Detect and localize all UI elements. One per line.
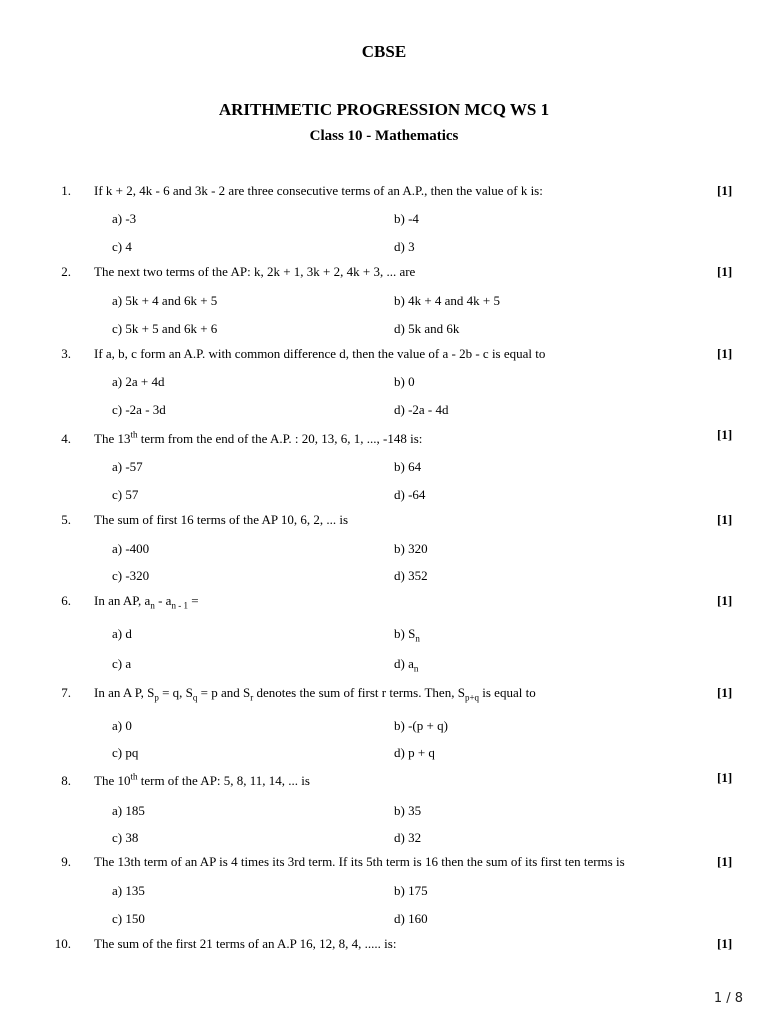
question-text: The 13th term of an AP is 4 times its 3rd term. If its 5th term is 16 then the sum of its first ten terms is (94, 854, 625, 869)
worksheet-title: ARITHMETIC PROGRESSION MCQ WS 1 (218, 100, 550, 119)
option-d: d) p + q (394, 745, 435, 760)
option-b: b) 35 (394, 803, 422, 818)
option-d: d) -64 (394, 487, 426, 502)
question-marks: [1] (717, 183, 733, 198)
option-b: b) 175 (394, 883, 428, 898)
option-d: d) 32 (394, 830, 422, 845)
question-marks: [1] (717, 264, 733, 279)
option-c: c) 5k + 5 and 6k + 6 (112, 321, 218, 336)
option-a: a) -3 (112, 211, 137, 226)
question-marks: [1] (717, 427, 733, 442)
option-c: c) a (112, 656, 132, 671)
question-number: 6. (61, 593, 71, 608)
question-text: If a, b, c form an A.P. with common difference d, then the value of a - 2b - c is equal to (94, 346, 546, 361)
question-number: 4. (61, 431, 71, 446)
question-marks: [1] (717, 593, 733, 608)
question-number: 5. (61, 512, 71, 527)
question-text: The 10th term of the AP: 5, 8, 11, 14, ... is (94, 771, 310, 788)
option-b: b) 320 (394, 541, 428, 556)
option-d: d) $a_n$ (394, 656, 419, 674)
option-c: c) 4 (112, 239, 132, 254)
question-number: 10. (54, 936, 71, 951)
option-c: c) -320 (112, 568, 150, 583)
option-c: c) pq (112, 745, 139, 760)
question-number: 9. (61, 854, 71, 869)
question-number: 3. (61, 346, 71, 361)
option-a: a) -400 (112, 541, 150, 556)
option-b: b) $S_n$ (394, 626, 420, 644)
question-text: In an AP, $a_n - a_{n - 1}$ = (94, 593, 199, 611)
question-number: 7. (61, 685, 71, 700)
option-a: a) 135 (112, 883, 145, 898)
option-b: b) -(p + q) (394, 718, 448, 733)
option-b: b) 4k + 4 and 4k + 5 (394, 293, 501, 308)
page-number: 1 / 8 (713, 991, 743, 1006)
question-text: The sum of first 16 terms of the AP 10, 6, 2, ... is (94, 512, 349, 527)
option-d: d) -2a - 4d (394, 402, 449, 417)
question-marks: [1] (717, 346, 733, 361)
option-a: a) d (112, 626, 132, 641)
question-marks: [1] (717, 512, 733, 527)
option-d: d) 3 (394, 239, 415, 254)
option-d: d) 352 (394, 568, 428, 583)
option-b: b) 0 (394, 374, 415, 389)
question-number: 2. (61, 264, 71, 279)
option-a: a) 5k + 4 and 6k + 5 (112, 293, 218, 308)
option-c: c) 38 (112, 830, 139, 845)
option-a: a) 0 (112, 718, 132, 733)
option-a: a) -57 (112, 459, 143, 474)
question-marks: [1] (717, 854, 733, 869)
question-text: If k + 2, 4k - 6 and 3k - 2 are three consecutive terms of an A.P., then the value of k is: (94, 183, 543, 198)
question-text: The next two terms of the AP: k, 2k + 1, 3k + 2, 4k + 3, ... are (94, 264, 416, 279)
question-number: 8. (61, 773, 71, 788)
option-d: d) 5k and 6k (394, 321, 460, 336)
option-b: b) -4 (394, 211, 419, 226)
option-a: a) 185 (112, 803, 145, 818)
option-a: a) 2a + 4d (112, 374, 165, 389)
question-marks: [1] (717, 685, 733, 700)
option-c: c) -2a - 3d (112, 402, 166, 417)
question-marks: [1] (717, 770, 733, 785)
question-text: The 13th term from the end of the A.P. : 20, 13, 6, 1, ..., -148 is: (94, 429, 423, 446)
question-number: 1. (61, 183, 71, 198)
option-c: c) 150 (112, 911, 145, 926)
option-b: b) 64 (394, 459, 422, 474)
question-marks: [1] (717, 936, 733, 951)
option-c: c) 57 (112, 487, 139, 502)
worksheet-subtitle: Class 10 - Mathematics (309, 128, 459, 144)
question-text: In an A P, $S_p = q$, $S_q = p$ and $S_r$ denotes the sum of first r terms. Then, $S_{p+q}$ is equal to (94, 685, 536, 703)
question-text: The sum of the first 21 terms of an A.P 16, 12, 8, 4, ..... is: (94, 936, 397, 951)
board-name: CBSE (361, 42, 407, 61)
option-d: d) 160 (394, 911, 428, 926)
